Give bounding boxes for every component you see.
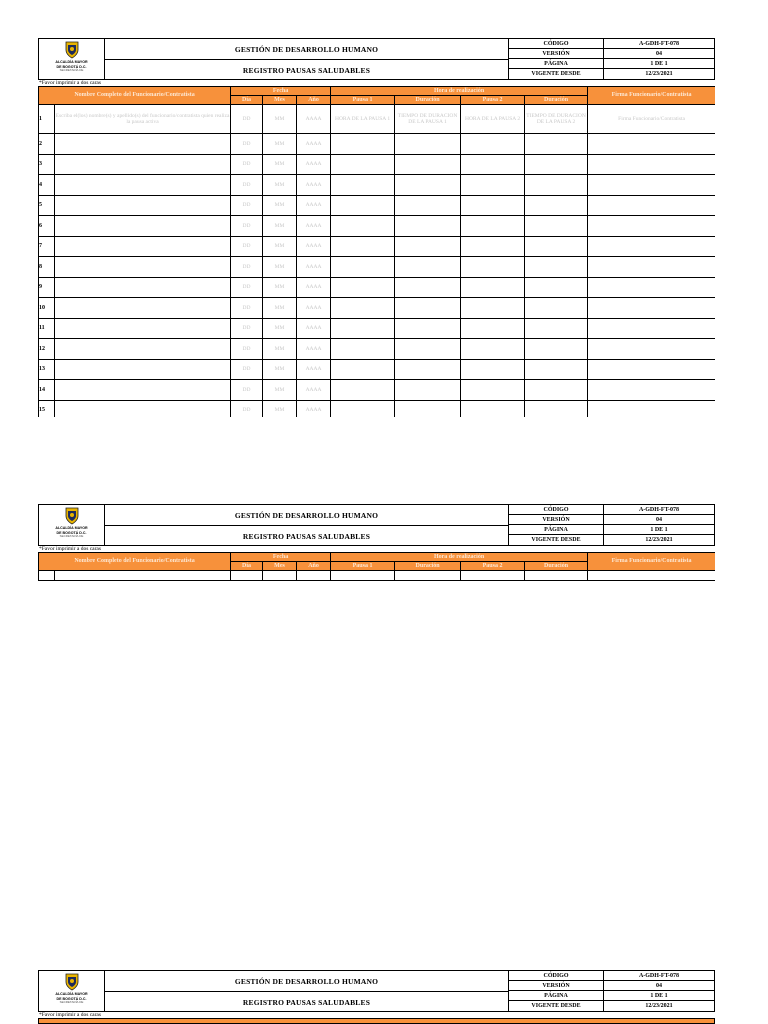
form-header [38,970,715,1012]
logo [39,971,105,1011]
nombre-field[interactable] [55,380,231,401]
duracion2-field[interactable]: TIEMPO DE DURACION DE LA PAUSA 2 [525,105,588,134]
vigente-label: VIGENTE DESDE [509,69,604,79]
pagina-label: PÁGINA [509,991,604,1000]
nombre-field[interactable] [55,154,231,175]
dia-field[interactable]: DD [231,175,263,196]
col-nombre: Nombre Completo del Funcionario/Contratista [39,553,231,571]
firma-field[interactable] [588,359,715,380]
col-duracion1: Duración [395,562,461,571]
pausa2-field[interactable] [461,257,525,278]
pausa1-field[interactable] [331,318,395,339]
mes-field[interactable]: MM [263,195,297,216]
duracion1-field[interactable] [395,359,461,380]
table-row [39,216,716,237]
pausa2-field[interactable] [461,236,525,257]
anio-field[interactable]: AAAA [297,216,331,237]
duracion2-field[interactable] [525,380,588,401]
nombre-field[interactable] [55,134,231,155]
form-subtitle: REGISTRO PAUSAS SALUDABLES [242,531,371,541]
dia-field[interactable]: DD [231,134,263,155]
registro-table [38,552,715,581]
form-title: GESTIÓN DE DESARROLLO HUMANO [105,971,508,992]
mes-field[interactable]: MM [263,236,297,257]
table-row [39,359,716,380]
row-number: 7 [39,236,55,257]
anio-field[interactable]: AAAA [297,298,331,319]
row-number: 6 [39,216,55,237]
mes-field[interactable]: MM [263,318,297,339]
table-row [39,257,716,278]
form-header [38,504,715,546]
mes-field[interactable]: MM [263,298,297,319]
duracion1-field[interactable] [395,134,461,155]
logo-text-3: SECRETARÍA DE [59,68,84,72]
firma-field[interactable] [588,216,715,237]
col-pausa1: Pausa 1 [331,562,395,571]
version-label: VERSIÓN [509,515,604,524]
duracion2-field[interactable] [525,134,588,155]
logo-text-3: SECRETARÍA DE [59,534,84,538]
dia-field[interactable]: DD [231,318,263,339]
anio-field[interactable]: AAAA [297,380,331,401]
logo-text-1: ALCALDÍA MAYOR [55,526,88,530]
logo-text-2: DE BOGOTÁ D.C. [56,997,87,1001]
pagina-value: 1 DE 1 [650,992,668,999]
pausa1-field[interactable] [331,339,395,360]
duracion1-field[interactable] [395,318,461,339]
codigo-value: A-GDH-FT-078 [638,972,680,979]
pausa2-field[interactable] [461,277,525,298]
table-row [39,339,716,360]
col-nombre: Nombre Completo del Funcionario/Contratista [39,87,231,105]
col-duracion1: Duración [395,96,461,105]
logo-text-3: SECRETARÍA DE [59,1000,84,1004]
pausa1-field[interactable] [331,236,395,257]
form-sheet-3 [38,970,715,1024]
logo-text-1: ALCALDÍA MAYOR [55,60,88,64]
col-pausa2: Pausa 2 [461,96,525,105]
form-subtitle: REGISTRO PAUSAS SALUDABLES [242,997,371,1007]
dia-field[interactable]: DD [231,400,263,417]
duracion1-field[interactable]: TIEMPO DE DURACION DE LA PAUSA 1 [395,105,461,134]
registro-table [38,86,715,417]
version-value: 04 [656,982,662,989]
nombre-field[interactable] [55,359,231,380]
row-number: 3 [39,154,55,175]
duracion1-field[interactable] [395,236,461,257]
mes-field[interactable]: MM [263,380,297,401]
duracion1-field[interactable] [395,154,461,175]
col-pausa2: Pausa 2 [461,562,525,571]
form-sheet-1 [38,38,715,417]
firma-field[interactable] [588,154,715,175]
pausa1-field[interactable]: HORA DE LA PAUSA 1 [331,105,395,134]
duracion1-field[interactable] [395,298,461,319]
row-number: 15 [39,400,55,417]
pausa2-field[interactable]: HORA DE LA PAUSA 2 [461,105,525,134]
mes-field[interactable]: MM [263,105,297,134]
version-value: 04 [656,516,662,523]
firma-field[interactable] [588,134,715,155]
col-hora: Hora de realización [331,553,588,562]
pausa1-field[interactable] [331,380,395,401]
duracion2-field[interactable] [525,175,588,196]
table-row [39,175,716,196]
col-duracion2: Duración [525,96,588,105]
pausa2-field[interactable] [461,339,525,360]
nombre-field[interactable] [55,400,231,417]
coat-of-arms-icon [65,41,79,59]
dia-field[interactable]: DD [231,105,263,134]
row-number: 8 [39,257,55,278]
row-number: 13 [39,359,55,380]
row-number: 9 [39,277,55,298]
col-fecha: Fecha [231,87,331,96]
mes-field[interactable]: MM [263,359,297,380]
col-anio: Año [297,562,331,571]
duracion1-field[interactable] [395,380,461,401]
row-number: 10 [39,298,55,319]
duracion2-field[interactable] [525,318,588,339]
logo-text-1: ALCALDÍA MAYOR [55,992,88,996]
table-row [39,571,716,581]
mes-field[interactable]: MM [263,134,297,155]
anio-field[interactable]: AAAA [297,105,331,134]
dia-field[interactable]: DD [231,380,263,401]
print-note: *Favor imprimir a dos caras [39,546,102,552]
mes-field[interactable]: MM [263,216,297,237]
table-row [39,105,716,134]
dia-field[interactable]: DD [231,257,263,278]
table-row [39,154,716,175]
col-fecha: Fecha [231,553,331,562]
codigo-label: CÓDIGO [509,971,604,980]
duracion1-field[interactable] [395,277,461,298]
table-row [39,236,716,257]
duracion1-field[interactable] [395,400,461,417]
row-number: 5 [39,195,55,216]
form-title: GESTIÓN DE DESARROLLO HUMANO [105,39,508,60]
col-firma: Firma Funcionario/Contratista [588,87,715,105]
anio-field[interactable]: AAAA [297,359,331,380]
form-subtitle: REGISTRO PAUSAS SALUDABLES [242,65,371,75]
pausa2-field[interactable] [461,134,525,155]
table-row [39,277,716,298]
duracion2-field[interactable] [525,236,588,257]
mes-field[interactable]: MM [263,175,297,196]
row-number: 14 [39,380,55,401]
col-pausa1: Pausa 1 [331,96,395,105]
anio-field[interactable]: AAAA [297,154,331,175]
pausa2-field[interactable] [461,298,525,319]
pausa2-field[interactable] [461,400,525,417]
vigente-value: 12/23/2021 [645,71,673,77]
pausa2-field[interactable] [461,318,525,339]
codigo-label: CÓDIGO [509,505,604,514]
vigente-value: 12/23/2021 [645,537,673,543]
dia-field[interactable]: DD [231,277,263,298]
anio-field[interactable]: AAAA [297,318,331,339]
table-row [39,298,716,319]
anio-field[interactable]: AAAA [297,175,331,196]
duracion2-field[interactable] [525,339,588,360]
vigente-label: VIGENTE DESDE [509,535,604,545]
row-number: 12 [39,339,55,360]
firma-field[interactable] [588,277,715,298]
logo-text-2: DE BOGOTÁ D.C. [56,531,87,535]
duracion1-field[interactable] [395,339,461,360]
nombre-field[interactable]: Escriba el(los) nombre(s) y apellido(s) del funcionario/contratista quien realiza la pausa activa [55,105,231,134]
mes-field[interactable]: MM [263,277,297,298]
table-row [39,380,716,401]
row-number: 11 [39,318,55,339]
print-note: *Favor imprimir a dos caras [39,1012,102,1018]
duracion2-field[interactable] [525,298,588,319]
table-row [39,134,716,155]
codigo-value: A-GDH-FT-078 [638,506,680,513]
pausa1-field[interactable] [331,154,395,175]
firma-field[interactable] [588,380,715,401]
pausa1-field[interactable] [331,298,395,319]
nombre-field[interactable] [55,277,231,298]
firma-field[interactable] [588,175,715,196]
codigo-value: A-GDH-FT-078 [638,40,680,47]
anio-field[interactable]: AAAA [297,257,331,278]
pausa1-field[interactable] [331,216,395,237]
col-dia: Día [231,96,263,105]
duracion2-field[interactable] [525,154,588,175]
pausa1-field[interactable] [331,277,395,298]
duracion2-field[interactable] [525,400,588,417]
pagina-value: 1 DE 1 [650,60,668,67]
version-value: 04 [656,50,662,57]
duracion2-field[interactable] [525,257,588,278]
anio-field[interactable]: AAAA [297,339,331,360]
form-sheet-2 [38,504,715,584]
duracion1-field[interactable] [395,195,461,216]
duracion1-field[interactable] [395,257,461,278]
pausa1-field[interactable] [331,195,395,216]
dia-field[interactable]: DD [231,154,263,175]
title-block [105,505,509,545]
col-dia: Día [231,562,263,571]
duracion2-field[interactable] [525,277,588,298]
firma-field[interactable] [588,400,715,417]
title-block [105,39,509,79]
form-meta [509,505,714,545]
firma-field[interactable] [588,195,715,216]
pausa2-field[interactable] [461,195,525,216]
nombre-field[interactable] [55,318,231,339]
duracion2-field[interactable] [525,359,588,380]
pausa2-field[interactable] [461,216,525,237]
pausa1-field[interactable] [331,359,395,380]
nombre-field[interactable] [55,216,231,237]
nombre-field[interactable] [55,339,231,360]
pausa1-field[interactable] [331,175,395,196]
firma-field[interactable] [588,236,715,257]
version-label: VERSIÓN [509,981,604,990]
mes-field[interactable]: MM [263,154,297,175]
table-row [39,318,716,339]
codigo-label: CÓDIGO [509,39,604,48]
form-meta [509,39,714,79]
nombre-field[interactable] [55,236,231,257]
vigente-value: 12/23/2021 [645,1003,673,1009]
nombre-field[interactable] [55,195,231,216]
pagina-label: PÁGINA [509,525,604,534]
pausa2-field[interactable] [461,175,525,196]
mes-field[interactable]: MM [263,257,297,278]
pagina-value: 1 DE 1 [650,526,668,533]
firma-field[interactable]: Firma Funcionario/Contratista [588,105,715,134]
anio-field[interactable]: AAAA [297,195,331,216]
nombre-field[interactable] [55,257,231,278]
nombre-field[interactable] [55,298,231,319]
mes-field[interactable]: MM [263,339,297,360]
coat-of-arms-icon [65,507,79,525]
version-label: VERSIÓN [509,49,604,58]
dia-field[interactable]: DD [231,216,263,237]
title-block [105,971,509,1011]
nombre-field[interactable] [55,175,231,196]
anio-field[interactable]: AAAA [297,134,331,155]
coat-of-arms-icon [65,973,79,991]
form-header [38,38,715,80]
firma-field[interactable] [588,318,715,339]
col-mes: Mes [263,562,297,571]
anio-field[interactable]: AAAA [297,277,331,298]
anio-field[interactable]: AAAA [297,236,331,257]
duracion1-field[interactable] [395,175,461,196]
row-number: 2 [39,134,55,155]
col-mes: Mes [263,96,297,105]
dia-field[interactable]: DD [231,298,263,319]
form-meta [509,971,714,1011]
print-note: *Favor imprimir a dos caras [39,80,102,86]
logo [39,505,105,545]
col-hora: Hora de realización [331,87,588,96]
pausa2-field[interactable] [461,359,525,380]
mes-field[interactable]: MM [263,400,297,417]
form-title: GESTIÓN DE DESARROLLO HUMANO [105,505,508,526]
duracion2-field[interactable] [525,195,588,216]
dia-field[interactable]: DD [231,236,263,257]
firma-field[interactable] [588,257,715,278]
col-anio: Año [297,96,331,105]
pagina-label: PÁGINA [509,59,604,68]
row-number: 1 [39,105,55,134]
dia-field[interactable]: DD [231,195,263,216]
pausa2-field[interactable] [461,154,525,175]
firma-field[interactable] [588,298,715,319]
duracion1-field[interactable] [395,216,461,237]
col-firma: Firma Funcionario/Contratista [588,553,715,571]
firma-field[interactable] [588,339,715,360]
pausa1-field[interactable] [331,134,395,155]
logo-text-2: DE BOGOTÁ D.C. [56,65,87,69]
pausa1-field[interactable] [331,257,395,278]
vigente-label: VIGENTE DESDE [509,1001,604,1011]
dia-field[interactable]: DD [231,359,263,380]
logo [39,39,105,79]
anio-field[interactable]: AAAA [297,400,331,417]
dia-field[interactable]: DD [231,339,263,360]
pausa2-field[interactable] [461,380,525,401]
table-row [39,195,716,216]
col-duracion2: Duración [525,562,588,571]
row-number: 4 [39,175,55,196]
table-row [39,400,716,417]
duracion2-field[interactable] [525,216,588,237]
pausa1-field[interactable] [331,400,395,417]
table-header-strip [38,1018,715,1024]
